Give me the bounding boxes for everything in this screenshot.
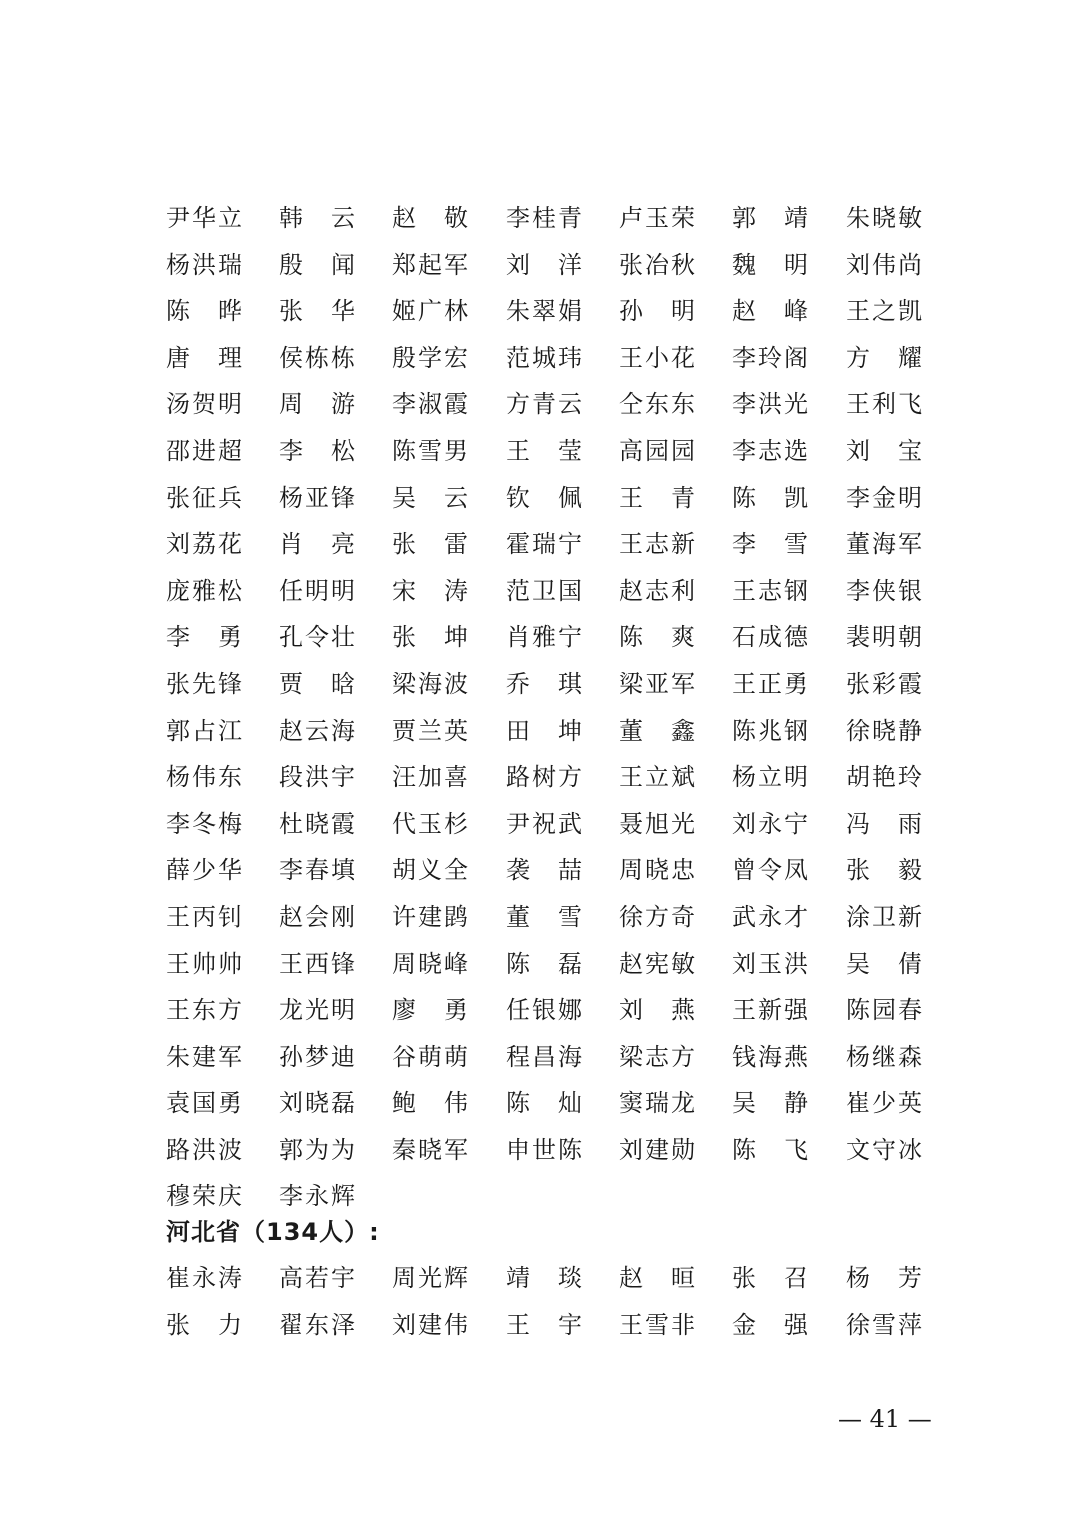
person-name: 龙 光 明 [279,996,355,1025]
name-row [166,529,966,576]
person-name: 刘 伟 尚 [846,250,922,279]
person-name: 刘 宝 [846,436,922,465]
name-row [166,203,966,250]
person-name: 乔 琪 [506,669,582,698]
person-name: 王 雪 非 [619,1310,695,1339]
person-name: 李 冬 梅 [166,809,242,838]
name-row [166,1042,966,1089]
person-name: 汪 加 喜 [392,763,468,792]
person-name: 刘 建 勋 [619,1135,695,1164]
person-name: 徐 方 奇 [619,902,695,931]
person-name: 孙 明 [619,297,695,326]
person-name: 杨 立 明 [732,763,808,792]
person-name: 郭 为 为 [279,1135,355,1164]
page-number: — 41 — [838,1405,932,1433]
name-row [166,436,966,483]
person-name: 赵 会 刚 [279,902,355,931]
person-name: 郭 占 江 [166,716,242,745]
person-name: 朱 晓 敏 [846,204,922,232]
person-name: 李 洪 光 [732,390,808,419]
person-name: 王 新 强 [732,996,808,1025]
person-name: 李 玲 阁 [732,343,808,372]
person-name: 胡 义 全 [392,856,468,885]
person-name: 窦 瑞 龙 [619,1089,695,1118]
person-name: 王 小 花 [619,343,695,372]
person-name: 张 力 [166,1310,242,1339]
person-name: 涂 卫 新 [846,902,922,931]
person-name: 王 正 勇 [732,669,808,698]
name-row [166,1310,966,1357]
name-row [166,622,966,669]
person-name: 赵 宪 敏 [619,949,695,978]
person-name: 梁 志 方 [619,1042,695,1071]
person-name: 殷 闻 [279,250,355,279]
person-name: 梁 海 波 [392,669,468,698]
person-name: 路 树 方 [506,763,582,792]
person-name: 薛 少 华 [166,856,242,885]
person-name: 程 昌 海 [506,1042,582,1071]
person-name: 尹 华 立 [166,204,242,232]
person-name: 鲍 伟 [392,1089,468,1118]
name-row [166,1135,966,1182]
person-name: 孔 令 壮 [279,623,355,652]
name-row [166,809,966,856]
person-name: 李 春 填 [279,856,355,885]
name-row [166,250,966,297]
person-name: 侯 栋 栋 [279,343,355,372]
person-name: 周 晓 忠 [619,856,695,885]
person-name: 王 立 斌 [619,763,695,792]
person-name: 郭 靖 [732,204,808,232]
person-name: 陈 兆 钢 [732,716,808,745]
person-name: 张 冶 秋 [619,250,695,279]
person-name: 王 丙 钊 [166,902,242,931]
person-name: 方 耀 [846,343,922,372]
person-name: 吴 倩 [846,949,922,978]
person-name: 赵 峰 [732,297,808,326]
person-name: 陈 磊 [506,949,582,978]
name-row [166,716,966,763]
person-name: 刘 玉 洪 [732,949,808,978]
person-name: 陈 爽 [619,623,695,652]
person-name: 田 坤 [506,716,582,745]
person-name: 崔 永 涛 [166,1264,242,1292]
person-name: 胡 艳 玲 [846,763,922,792]
person-name: 王 东 方 [166,996,242,1025]
person-name: 裴 明 朝 [846,623,922,652]
person-name: 曾 令 凤 [732,856,808,885]
person-name: 刘 洋 [506,250,582,279]
person-name: 路 洪 波 [166,1135,242,1164]
person-name: 张 召 [732,1264,808,1292]
person-name: 韩 云 [279,204,355,232]
person-name: 代 玉 杉 [392,809,468,838]
person-name: 王 莹 [506,436,582,465]
section-title-hebei: 河北省（134人）: [166,1218,380,1246]
person-name: 李 雪 [732,530,808,559]
person-name: 杨 继 森 [846,1042,922,1071]
person-name: 金 强 [732,1310,808,1339]
person-name: 李 淑 霞 [392,390,468,419]
person-name: 汤 贺 明 [166,390,242,419]
person-name: 袭 喆 [506,856,582,885]
person-name: 霍 瑞 宁 [506,530,582,559]
name-row [166,389,966,436]
person-name: 崔 少 英 [846,1089,922,1118]
name-row [166,483,966,530]
person-name: 尹 祝 武 [506,809,582,838]
person-name: 董 雪 [506,902,582,931]
person-name: 范 卫 国 [506,576,582,605]
person-name: 周 晓 峰 [392,949,468,978]
person-name: 陈 灿 [506,1089,582,1118]
person-name: 杨 伟 东 [166,763,242,792]
name-row [166,1088,966,1135]
person-name: 姬 广 林 [392,297,468,326]
person-name: 张 先 锋 [166,669,242,698]
name-row [166,762,966,809]
person-name: 陈 飞 [732,1135,808,1164]
person-name: 李 桂 青 [506,204,582,232]
person-name: 王 之 凯 [846,297,922,326]
person-name: 唐 理 [166,343,242,372]
person-name: 方 青 云 [506,390,582,419]
person-name: 张 彩 霞 [846,669,922,698]
person-name: 申 世 陈 [506,1135,582,1164]
person-name: 赵 晅 [619,1264,695,1292]
person-name: 杨 亚 锋 [279,483,355,512]
person-name: 贾 兰 英 [392,716,468,745]
person-name: 张 毅 [846,856,922,885]
person-name: 任 银 娜 [506,996,582,1025]
person-name: 陈 凯 [732,483,808,512]
person-name: 周 游 [279,390,355,419]
name-list-hebei [166,1263,966,1356]
person-name: 钦 佩 [506,483,582,512]
person-name: 周 光 辉 [392,1264,468,1292]
person-name: 陈 园 春 [846,996,922,1025]
person-name: 陈 晔 [166,297,242,326]
name-row [166,1263,966,1310]
person-name: 徐 晓 静 [846,716,922,745]
person-name: 邵 进 超 [166,436,242,465]
person-name: 李 勇 [166,623,242,652]
person-name: 杜 晓 霞 [279,809,355,838]
person-name: 石 成 德 [732,623,808,652]
person-name: 赵 敬 [392,204,468,232]
person-name: 张 华 [279,297,355,326]
person-name: 高 若 宇 [279,1264,355,1292]
person-name: 董 鑫 [619,716,695,745]
name-row [166,855,966,902]
person-name: 李 松 [279,436,355,465]
person-name: 秦 晓 军 [392,1135,468,1164]
person-name: 仝 东 东 [619,390,695,419]
person-name: 王 志 新 [619,530,695,559]
person-name: 董 海 军 [846,530,922,559]
person-name: 杨 洪 瑞 [166,250,242,279]
person-name: 王 宇 [506,1310,582,1339]
person-name: 梁 亚 军 [619,669,695,698]
person-name: 张 雷 [392,530,468,559]
name-list [166,203,966,1228]
person-name: 刘 永 宁 [732,809,808,838]
person-name: 冯 雨 [846,809,922,838]
person-name: 吴 云 [392,483,468,512]
name-row [166,949,966,996]
person-name: 魏 明 [732,250,808,279]
person-name: 靖 琰 [506,1264,582,1292]
person-name: 王 利 飞 [846,390,922,419]
person-name: 王 西 锋 [279,949,355,978]
person-name: 高 园 园 [619,436,695,465]
person-name: 李 侠 银 [846,576,922,605]
person-name: 翟 东 泽 [279,1310,355,1339]
person-name: 李 永 辉 [279,1182,355,1211]
person-name: 张 坤 [392,623,468,652]
person-name: 刘 燕 [619,996,695,1025]
person-name: 肖 亮 [279,530,355,559]
name-row [166,902,966,949]
person-name: 廖 勇 [392,996,468,1025]
person-name: 钱 海 燕 [732,1042,808,1071]
person-name: 赵 云 海 [279,716,355,745]
person-name: 陈 雪 男 [392,436,468,465]
person-name: 王 志 钢 [732,576,808,605]
name-row [166,576,966,623]
person-name: 刘 建 伟 [392,1310,468,1339]
person-name: 王 青 [619,483,695,512]
person-name: 李 志 选 [732,436,808,465]
person-name: 吴 静 [732,1089,808,1118]
person-name: 穆 荣 庆 [166,1182,242,1211]
person-name: 孙 梦 迪 [279,1042,355,1071]
person-name: 袁 国 勇 [166,1089,242,1118]
person-name: 张 征 兵 [166,483,242,512]
person-name: 聂 旭 光 [619,809,695,838]
person-name: 朱 建 军 [166,1042,242,1071]
person-name: 文 守 冰 [846,1135,922,1164]
person-name: 庞 雅 松 [166,576,242,605]
person-name: 许 建 鹍 [392,902,468,931]
person-name: 王 帅 帅 [166,949,242,978]
person-name: 宋 涛 [392,576,468,605]
person-name: 刘 晓 磊 [279,1089,355,1118]
person-name: 武 永 才 [732,902,808,931]
person-name: 段 洪 宇 [279,763,355,792]
name-row [166,343,966,390]
person-name: 任 明 明 [279,576,355,605]
name-row [166,669,966,716]
person-name: 杨 芳 [846,1264,922,1292]
person-name: 范 城 玮 [506,343,582,372]
person-name: 赵 志 利 [619,576,695,605]
person-name: 徐 雪 萍 [846,1310,922,1339]
name-row [166,296,966,343]
person-name: 朱 翠 娟 [506,297,582,326]
name-row [166,995,966,1042]
person-name: 李 金 明 [846,483,922,512]
person-name: 肖 雅 宁 [506,623,582,652]
person-name: 殷 学 宏 [392,343,468,372]
person-name: 卢 玉 荣 [619,204,695,232]
person-name: 刘 荔 花 [166,530,242,559]
person-name: 郑 起 军 [392,250,468,279]
person-name: 谷 萌 萌 [392,1042,468,1071]
person-name: 贾 晗 [279,669,355,698]
